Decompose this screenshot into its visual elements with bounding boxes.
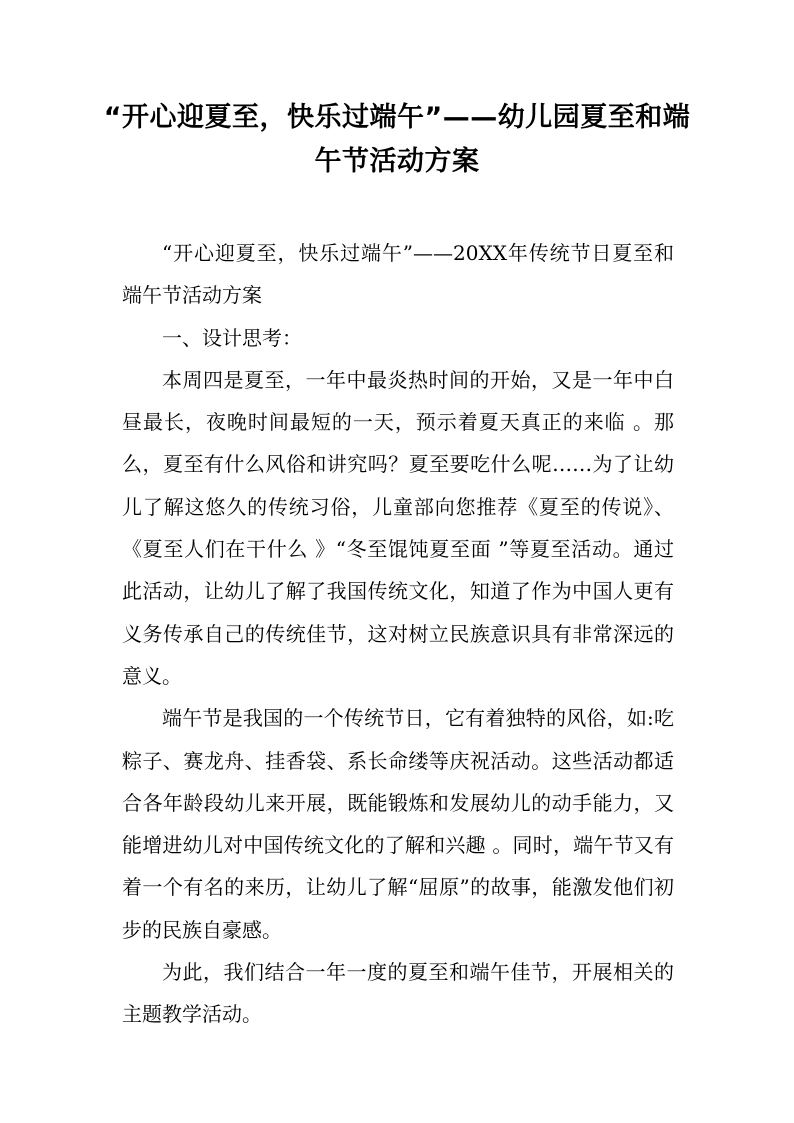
section-heading: 一、设计思考： [162, 325, 302, 350]
document-title: “开心迎夏至，快乐过端午”——幼儿园夏至和端午节活动方案 [103, 102, 691, 177]
subtitle-paragraph: “开心迎夏至，快乐过端午”——20XX年传统节日夏至和端午节活动方案 [122, 241, 674, 308]
document-body [122, 232, 674, 1036]
body-paragraph: 本周四是夏至，一年中最炎热时间的开始，又是一年中白昼最长，夜晚时间最短的一天，预示着夏天真正的来临 。那么，夏至有什么风俗和讲究吗？夏至要吃什么呢……为了让幼儿了解这悠久的传统习俗，儿童部向您推荐《夏至的传说》、《夏至人们在干什么 》“冬至馄饨夏至面 ”等夏至活动。通过此活动，让幼儿了解了我国传统文化，知道了作为中国人更有义务传承自己的传统佳节，这对树立民族意识具有非常深远的意义。 [122, 367, 674, 688]
body-paragraph: 端午节是我国的一个传统节日，它有着独特的风俗，如:吃粽子、赛龙舟、挂香袋、系长命缕等庆祝活动。这些活动都适合各年龄段幼儿来开展，既能锻炼和发展幼儿的动手能力，又能增进幼儿对中国传统文化的了解和兴趣 。同时，端午节又有着一个有名的来历，让幼儿了解“屈原”的故事，能激发他们初步的民族自豪感。 [122, 706, 674, 942]
body-paragraph: 为此，我们结合一年一度的夏至和端午佳节，开展相关的主题教学活动。 [122, 960, 674, 1027]
